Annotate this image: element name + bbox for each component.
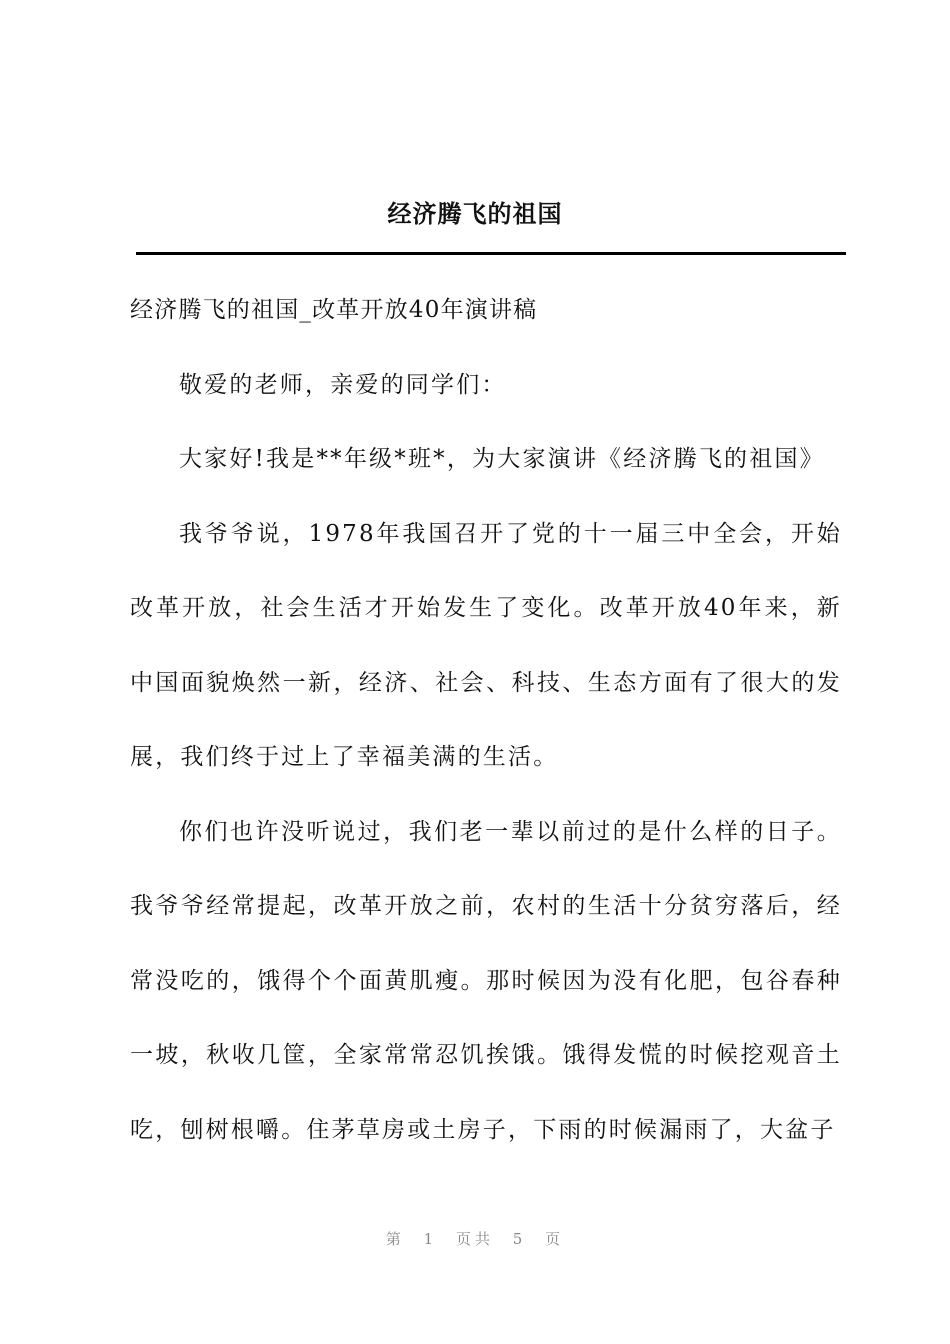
paragraph-reform: 我爷爷说，1978年我国召开了党的十一届三中全会，开始改革开放，社会生活才开始发生了变化。改革开放40年来，新中国面貌焕然一新，经济、社会、科技、生态方面有了很大的发展，我们终于过上了幸福美满的生活。 [130,520,842,770]
page-number: 第 1 页共 5 页 [385,1230,565,1248]
document-title: 经济腾飞的祖国 [387,199,563,228]
paragraph-past-life: 你们也许没听说过，我们老一辈以前过的是什么样的日子。我爷爷经常提起，改革开放之前，农村的生活十分贫穷落后，经常没吃的，饿得个个面黄肌瘦。那时候因为没有化肥，包谷春种一坡，秋收几筐，全家常常忍饥挨饿。饿得发慌的时候挖观音土吃，刨树根嚼。住茅草房或土房子，下雨的时候漏雨了，大盆子 [130,818,842,1143]
paragraph-greeting: 敬爱的老师，亲爱的同学们： [179,371,507,398]
document-subtitle: 经济腾飞的祖国_改革开放40年演讲稿 [130,297,538,323]
document-body [130,273,842,1167]
paragraph-intro: 大家好!我是**年级*班*，为大家演讲《经济腾飞的祖国》 [179,446,825,472]
title-divider [136,252,846,255]
